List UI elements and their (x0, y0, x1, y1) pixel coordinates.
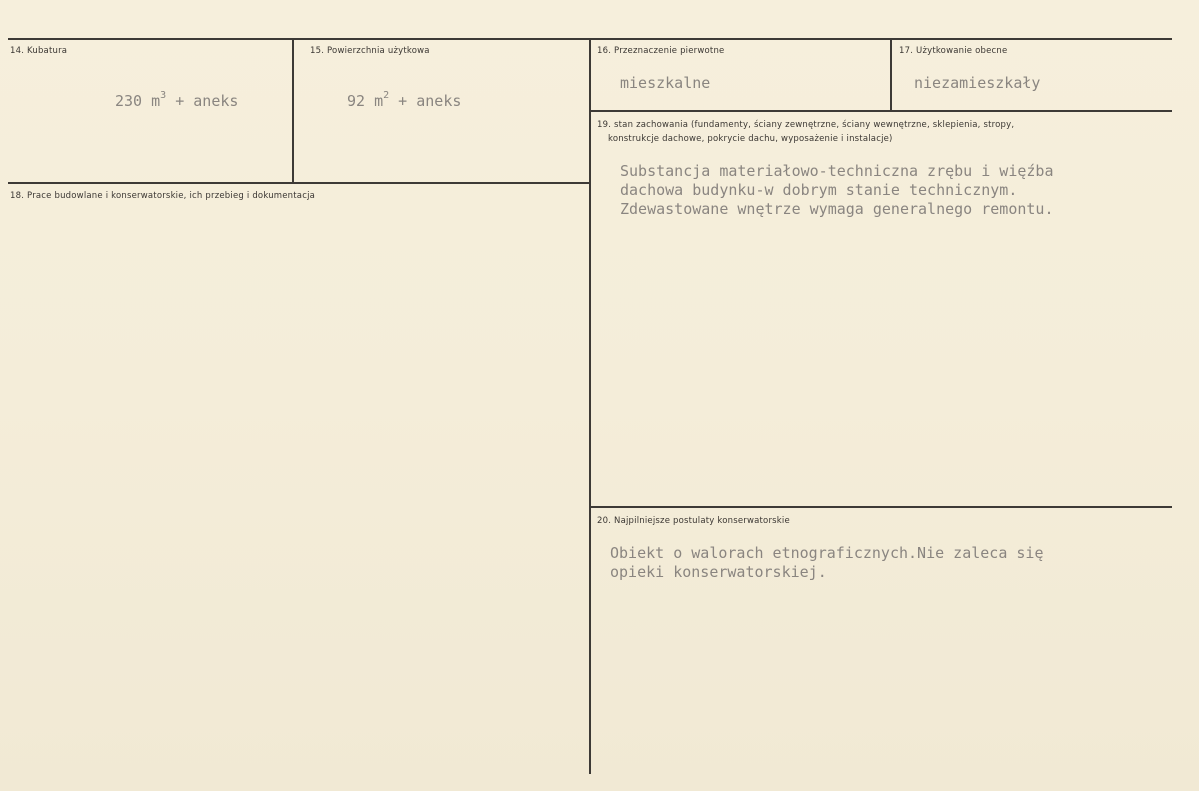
field-19-label-line2: konstrukcje dachowe, pokrycie dachu, wyposażenie i instalacje) (608, 134, 893, 144)
field-14-value (115, 89, 238, 110)
field-20-text-line: Obiekt o walorach etnograficznych.Nie zaleca się (610, 544, 1044, 562)
field-14-exponent: 3 (160, 90, 167, 101)
line-under-16-17 (590, 110, 1172, 112)
field-14-suffix: + aneks (166, 92, 239, 110)
field-19-text-line: dachowa budynku-w dobrym stanie technicznym. (620, 181, 1018, 199)
field-17-value: niezamieszkały (914, 74, 1041, 92)
field-19-text-line: Substancja materiałowo-techniczna zrębu i więźba (620, 162, 1054, 180)
field-14-number: 230 m (115, 92, 161, 110)
field-15-label: 15. Powierzchnia użytkowa (310, 46, 430, 56)
divider-14-15 (292, 38, 294, 182)
field-16-label: 16. Przeznaczenie pierwotne (597, 46, 725, 56)
line-above-20 (590, 506, 1172, 508)
field-20-label: 20. Najpilniejsze postulaty konserwatorskie (597, 516, 790, 526)
field-17-label: 17. Użytkowanie obecne (899, 46, 1008, 56)
field-19-label-line1: 19. stan zachowania (fundamenty, ściany zewnętrzne, ściany wewnętrzne, sklepienia, stropy, (597, 120, 1015, 130)
field-16-value: mieszkalne (620, 74, 711, 92)
field-15-exponent: 2 (383, 90, 390, 101)
field-20-text-line: opieki konserwatorskiej. (610, 563, 827, 581)
field-18-label: 18. Prace budowlane i konserwatorskie, ich przebieg i dokumentacja (10, 191, 316, 201)
divider-16-17 (890, 38, 892, 110)
field-15-suffix: + aneks (389, 92, 462, 110)
field-15-number: 92 m (347, 92, 384, 110)
field-19-text-line: Zdewastowane wnętrze wymaga generalnego remontu. (620, 200, 1054, 218)
field-15-value (347, 89, 461, 110)
center-divider (589, 38, 591, 774)
line-under-14-15 (8, 182, 590, 184)
field-14-label: 14. Kubatura (10, 46, 68, 56)
